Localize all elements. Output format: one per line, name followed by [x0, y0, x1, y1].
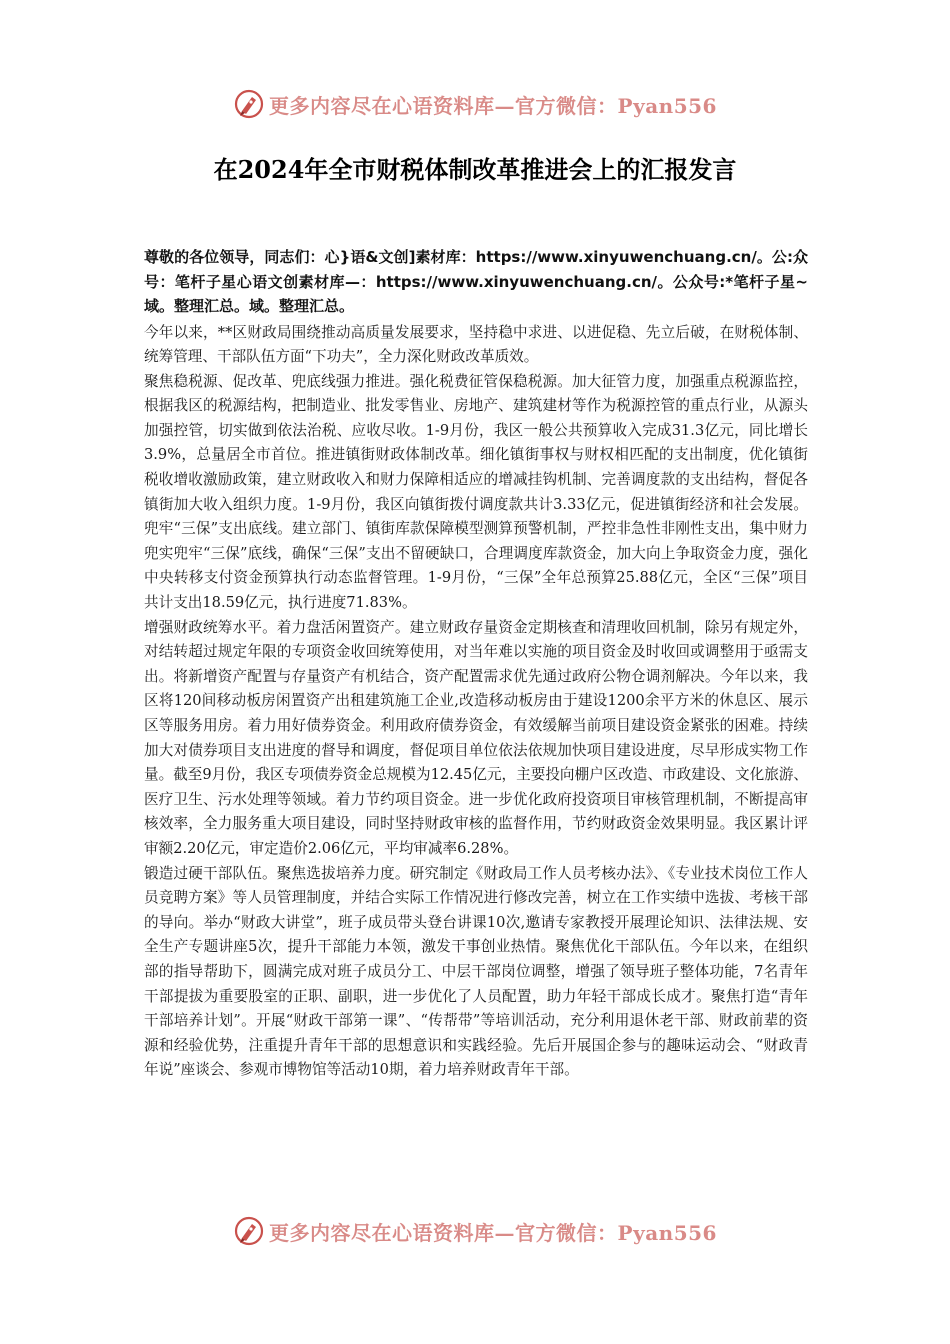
paragraph-intro: 今年以来，**区财政局围绕推动高质量发展要求，坚持稳中求进、以进促稳、先立后破，在财税体制、统筹管理、干部队伍方面“下功夫”，全力深化财政改革质效。: [144, 323, 808, 366]
pen-nib-logo-icon: [233, 1215, 265, 1247]
salutation: 尊敬的各位领导，同志们：心}语&文创]素材库：https://www.xinyuwenchuang.cn/。公:众号：笔杆子星心语文创素材库—：https://www.xinyuwenchuang.cn/。公众号:*笔杆子星~域。整理汇总。域。整理汇总。: [144, 248, 808, 315]
page-title: 在2024年全市财税体制改革推进会上的汇报发言: [213, 155, 737, 184]
footer-banner: [0, 1211, 950, 1251]
paragraph-tax-reform: 聚焦稳税源、促改革、兜底线强力推进。强化税费征管保稳税源。加大征管力度，加强重点税源监控，根据我区的税源结构，把制造业、批发零售业、房地产、建筑建材等作为税源控管的重点行业，从源头加强控管，切实做到依法治税、应收尽收。1-9月份，我区一般公共预算收入完成31.3亿元，同比增长3.9%，总量居全市首位。推进镇街财政体制改革。细化镇街事权与财权相匹配的支出制度，优化镇街税收增收激励政策，建立财政收入和财力保障相适应的增减挂钩机制、完善调度款的支出结构，督促各镇街加大收入组织力度。1-9月份，我区向镇街拨付调度款共计3.33亿元，促进镇街经济和社会发展。兜牢“三保”支出底线。建立部门、镇街库款保障模型测算预警机制，严控非急性非刚性支出，集中财力兜实兜牢“三保”底线，确保“三保”支出不留硬缺口，合理调度库款资金，加大向上争取资金力度，强化中央转移支付资金预算执行动态监督管理。1-9月份，“三保”全年总预算25.88亿元，全区“三保”项目共计支出18.59亿元，执行进度71.83%。: [144, 372, 808, 612]
document-body: [144, 245, 808, 1083]
paragraph-cadre-team: 锻造过硬干部队伍。聚焦选拔培养力度。研究制定《财政局工作人员考核办法》、《专业技术岗位工作人员竞聘方案》等人员管理制度，并结合实际工作情况进行修改完善，树立在工作实绩中选拔、考核干部的导向。举办“财政大讲堂”，班子成员带头登台讲课10次,邀请专家教授开展理论知识、法律法规、安全生产专题讲座5次，提升干部能力本领，激发干事创业热情。聚焦优化干部队伍。今年以来，在组织部的指导帮助下，圆满完成对班子成员分工、中层干部岗位调整，增强了领导班子整体功能，7名青年干部提拔为重要股室的正职、副职，进一步优化了人员配置，助力年轻干部成长成才。聚焦打造“青年干部培养计划”。开展“财政干部第一课”、“传帮带”等培训活动，充分利用退休老干部、财政前辈的资源和经验优势，注重提升青年干部的思想意识和实践经验。先后开展国企参与的趣味运动会、“财政青年说”座谈会、参观市博物馆等活动10期，着力培养财政青年干部。: [144, 864, 808, 1079]
banner-text: 更多内容尽在心语资料库—官方微信：Pyan556: [269, 93, 717, 118]
banner-text: 更多内容尽在心语资料库—官方微信：Pyan556: [269, 1220, 717, 1245]
paragraph-fiscal-coordination: 增强财政统筹水平。着力盘活闲置资产。建立财政存量资金定期核查和清理收回机制，除另有规定外，对结转超过规定年限的专项资金收回统筹使用，对当年难以实施的项目资金及时收回或调整用于亟需支出。将新增资产配置与存量资产有机结合，资产配置需求优先通过政府公物仓调剂解决。今年以来，我区将120间移动板房闲置资产出租建筑施工企业,改造移动板房由于建设1200余平方米的休息区、展示区等服务用房。着力用好债券资金。利用政府债券资金，有效缓解当前项目建设资金紧张的困难。持续加大对债券项目支出进度的督导和调度，督促项目单位依法依规加快项目建设进度，尽早形成实物工作量。截至9月份，我区专项债券资金总规模为12.45亿元，主要投向棚户区改造、市政建设、文化旅游、医疗卫生、污水处理等领域。着力节约项目资金。进一步优化政府投资项目审核管理机制，不断提高审核效率，全力服务重大项目建设，同时坚持财政审核的监督作用，节约财政资金效果明显。我区累计评审额2.20亿元，审定造价2.06亿元，平均审减率6.28%。: [144, 618, 809, 857]
pen-nib-logo-icon: [233, 88, 265, 120]
header-banner: [0, 84, 950, 124]
